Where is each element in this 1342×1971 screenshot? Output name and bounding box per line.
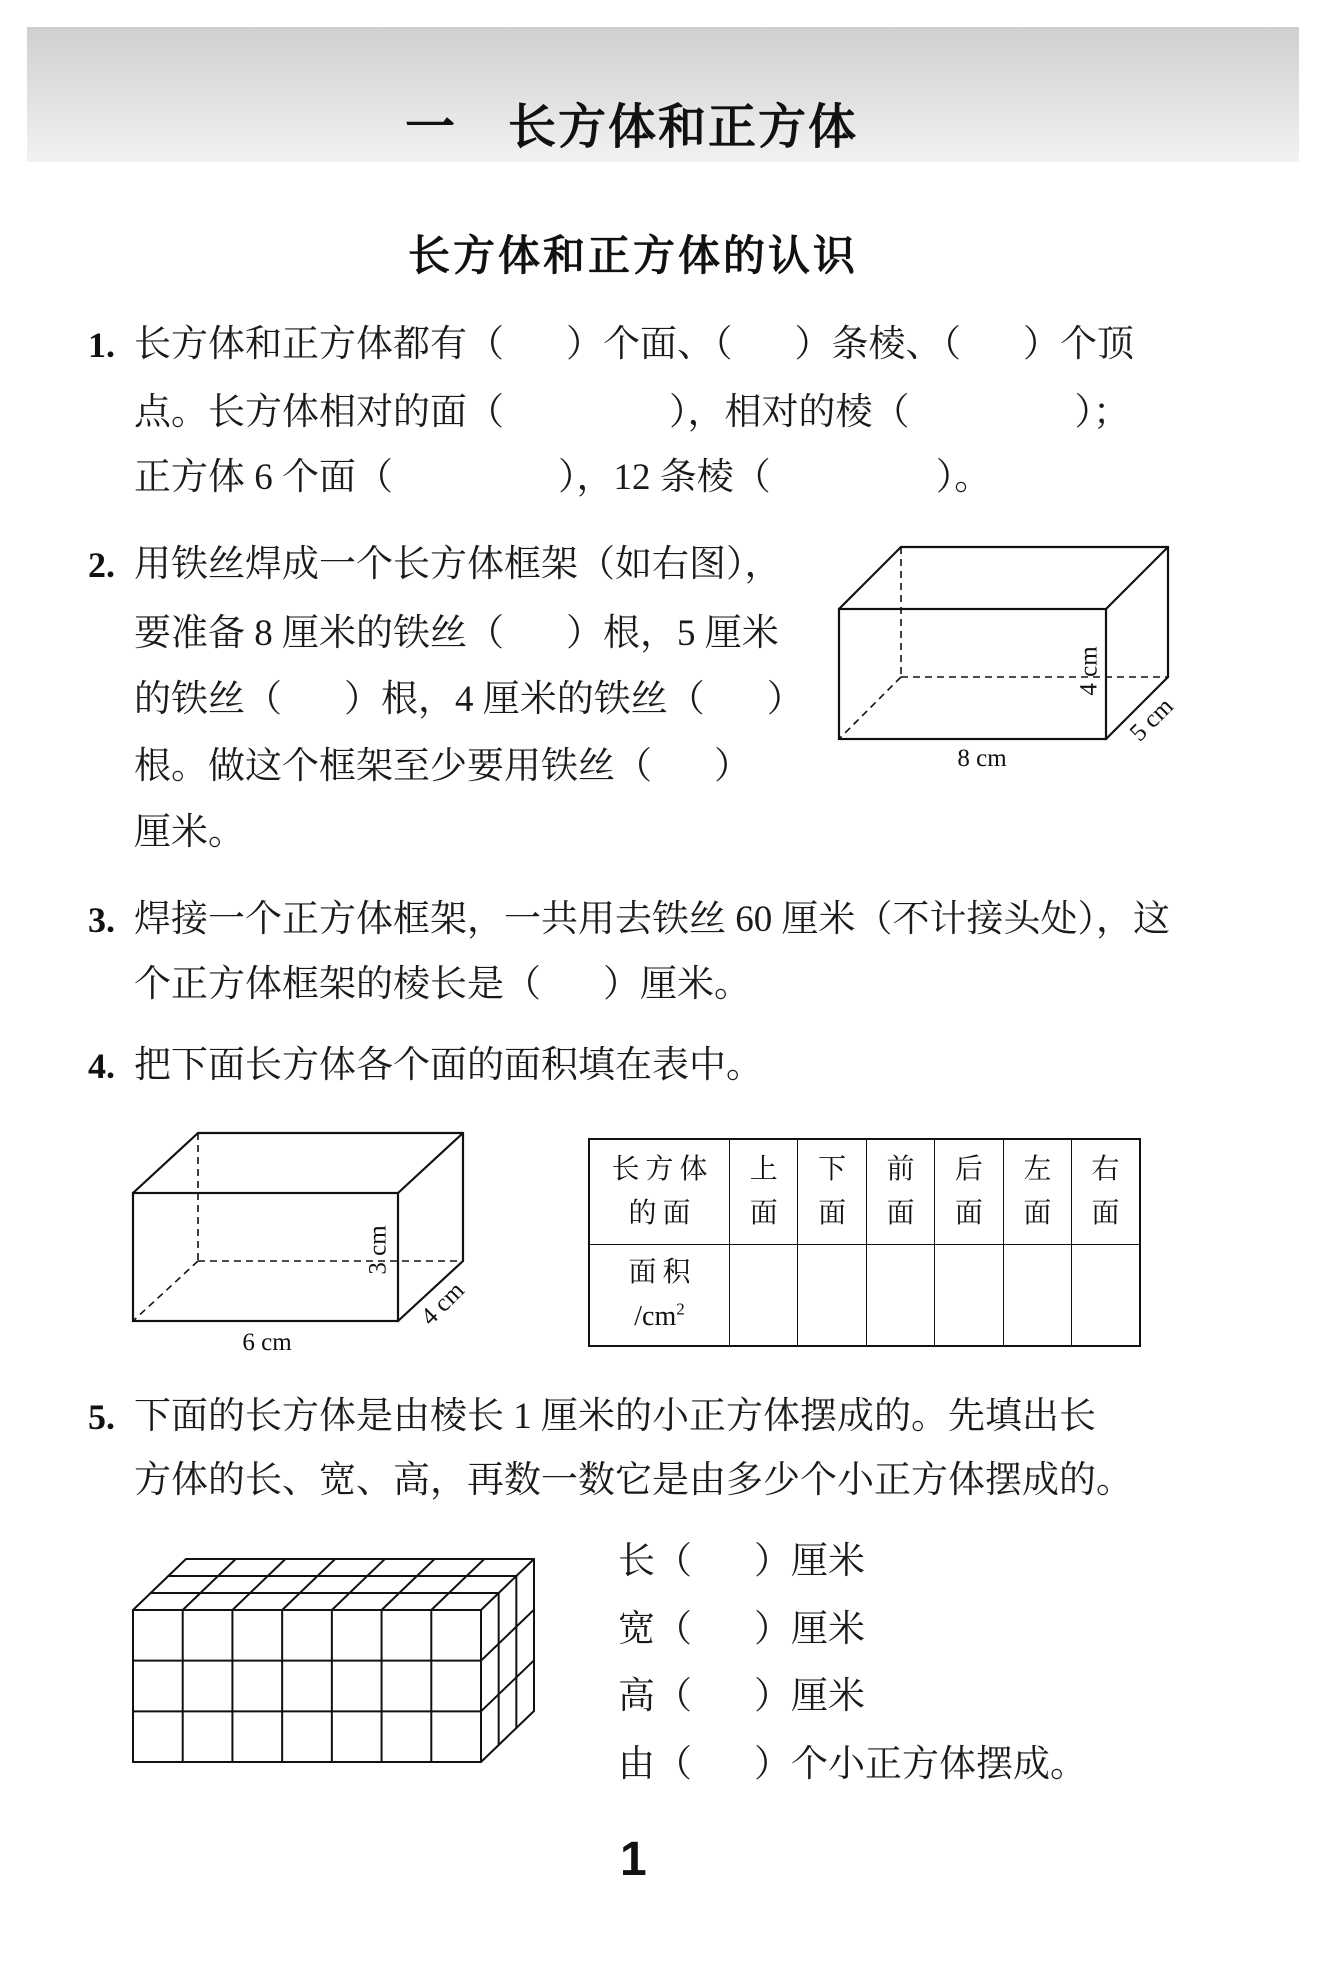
width-label: 4 cm — [415, 1276, 470, 1331]
question-5-answer-height — [618, 1672, 865, 1722]
table-header-bottom-face — [798, 1139, 866, 1244]
question-3-line-2 — [134, 960, 751, 1010]
header-text: 面 — [749, 1197, 778, 1229]
question-text: 的铁丝（ — [134, 679, 282, 720]
header-text: 上 — [749, 1153, 778, 1185]
header-text: 长方体 — [611, 1153, 714, 1185]
question-5-line-1: 下面的长方体是由棱长 1 厘米的小正方体摆成的。先填出长 — [134, 1396, 1096, 1437]
question-5-number: 5. — [88, 1397, 115, 1437]
question-text: 根。做这个框架至少要用铁丝（ — [134, 746, 652, 787]
question-text: ）厘米 — [754, 1609, 865, 1650]
question-1-number: 1. — [88, 325, 115, 365]
question-text: ）； — [1074, 392, 1130, 433]
question-text: ），12 条棱（ — [558, 457, 771, 498]
answer-blank — [910, 414, 1075, 424]
question-text: ）条棱、（ — [794, 324, 961, 365]
answer-blank — [733, 346, 795, 356]
question-2-number: 2. — [88, 545, 115, 585]
header-text: 下 — [818, 1153, 847, 1185]
question-text: 正方体 6 个面（ — [134, 457, 393, 498]
cube-grid-line — [431, 1559, 484, 1610]
cuboid-figure-6x4x3 — [115, 1115, 495, 1360]
question-2-line-5: 厘米。 — [134, 812, 245, 853]
header-text: 面积 — [628, 1256, 697, 1288]
answer-blank — [692, 1766, 754, 1776]
answer-blank — [504, 414, 669, 424]
table-header-back-face — [935, 1139, 1003, 1244]
question-text: 要准备 8 厘米的铁丝（ — [134, 613, 504, 654]
question-5-answer-width — [618, 1605, 865, 1655]
chapter-title: 长方体和正方体 — [508, 99, 859, 155]
question-text: 高（ — [618, 1676, 692, 1717]
top-left-edge — [133, 1133, 198, 1193]
question-2-line-1: 用铁丝焊成一个长方体框架（如右图）， — [134, 544, 782, 585]
unit-text: /cm — [634, 1300, 677, 1332]
table-cell-left-area — [1003, 1244, 1071, 1346]
cube-grid-line — [332, 1559, 385, 1610]
header-text: 面 — [818, 1197, 847, 1229]
top-left-edge — [839, 547, 901, 609]
cube-grid-line — [133, 1559, 186, 1610]
answer-blank — [504, 635, 566, 645]
width-label: 5 cm — [1124, 692, 1179, 747]
front-face-edge — [839, 609, 1106, 739]
question-5-line-2: 方体的长、宽、高，再数一数它是由多少个小正方体摆成的。 — [134, 1460, 1133, 1501]
cube-grid-line — [382, 1559, 435, 1610]
question-text: ） — [766, 679, 804, 720]
question-text: 长方体和正方体都有（ — [134, 324, 504, 365]
answer-blank — [393, 479, 558, 489]
question-1-line-1 — [134, 320, 1134, 370]
table-header-left-face — [1003, 1139, 1071, 1244]
table-area-row — [589, 1244, 1140, 1346]
table-header-front-face — [866, 1139, 934, 1244]
question-3-number: 3. — [88, 900, 115, 940]
question-text: ），相对的棱（ — [669, 392, 910, 433]
question-text: 宽（ — [618, 1609, 692, 1650]
chapter-number: 一 — [405, 98, 455, 156]
table-cell-top-area — [730, 1244, 798, 1346]
question-2-line-4 — [134, 742, 751, 792]
header-text: 右 — [1091, 1153, 1120, 1185]
question-text: 点。长方体相对的面（ — [134, 392, 504, 433]
answer-blank — [961, 346, 1023, 356]
hidden-left-bottom-edge — [839, 677, 901, 739]
answer-blank — [504, 346, 566, 356]
answer-blank — [541, 986, 603, 996]
length-label: 8 cm — [957, 745, 1007, 772]
answer-blank — [705, 701, 767, 711]
section-title: 长方体和正方体的认识 — [408, 231, 859, 280]
question-3-line-1: 焊接一个正方体框架，一共用去铁丝 60 厘米（不计接头处），这 — [134, 899, 1170, 940]
answer-blank — [282, 701, 344, 711]
question-4-line-1: 把下面长方体各个面的面积填在表中。 — [134, 1045, 763, 1086]
table-header-right-face — [1072, 1139, 1140, 1244]
table-cell-front-area — [866, 1244, 934, 1346]
question-text: ）个顶 — [1023, 324, 1134, 365]
question-text: ）个小正方体摆成。 — [754, 1744, 1087, 1785]
table-cell-right-area — [1072, 1244, 1140, 1346]
cube-stack-figure — [120, 1545, 550, 1775]
question-text: ）厘米 — [754, 1541, 865, 1582]
question-4-number: 4. — [88, 1046, 115, 1086]
table-header-area — [589, 1244, 730, 1346]
cube-grid-line — [481, 1711, 534, 1762]
question-5-answer-count — [618, 1740, 1087, 1790]
answer-blank — [771, 479, 936, 489]
answer-blank — [692, 1698, 754, 1708]
cube-grid-line — [232, 1559, 285, 1610]
answer-blank — [652, 768, 714, 778]
front-face-edge — [133, 1193, 398, 1321]
question-text: ）厘米。 — [603, 964, 751, 1005]
cube-grid — [133, 1559, 534, 1762]
question-text: ）根，5 厘米 — [566, 613, 779, 654]
question-text: ）。 — [935, 457, 992, 498]
page-number: 1 — [620, 1833, 647, 1886]
question-5-answer-length — [618, 1537, 865, 1587]
header-text: 前 — [886, 1153, 915, 1185]
header-text: 后 — [954, 1153, 983, 1185]
question-2-line-3 — [134, 675, 804, 725]
cube-grid-line — [481, 1660, 534, 1711]
answer-blank — [692, 1563, 754, 1573]
unit-exponent: 2 — [676, 1299, 685, 1319]
header-text: 面 — [1091, 1197, 1120, 1229]
cube-grid-line — [481, 1559, 534, 1610]
question-text: ）个面、（ — [566, 324, 733, 365]
header-text: 的面 — [628, 1197, 697, 1229]
top-right-edge — [398, 1133, 463, 1193]
question-1-line-3 — [134, 453, 991, 503]
length-label: 6 cm — [242, 1329, 292, 1356]
answer-blank — [692, 1631, 754, 1641]
question-text: 长（ — [618, 1541, 692, 1582]
area-unit — [590, 1295, 729, 1339]
table-header-faces — [589, 1139, 730, 1244]
header-text: 左 — [1023, 1153, 1052, 1185]
cube-grid-line — [183, 1559, 236, 1610]
height-label: 4 cm — [1075, 646, 1103, 696]
question-text: ）根，4 厘米的铁丝（ — [344, 679, 705, 720]
question-text: ） — [714, 746, 751, 787]
question-2-line-2 — [134, 609, 779, 659]
table-header-row — [589, 1139, 1140, 1244]
question-text: ）厘米 — [754, 1676, 865, 1717]
height-label: 3 cm — [364, 1225, 392, 1275]
table-cell-back-area — [935, 1244, 1003, 1346]
face-area-table — [588, 1138, 1141, 1347]
header-text: 面 — [1023, 1197, 1052, 1229]
question-1-line-2 — [134, 388, 1130, 438]
header-text: 面 — [954, 1197, 983, 1229]
table-cell-bottom-area — [798, 1244, 866, 1346]
cuboid-frame-figure-8x5x4 — [820, 530, 1190, 775]
table-header-top-face — [730, 1139, 798, 1244]
header-text: 面 — [886, 1197, 915, 1229]
cube-grid-line — [481, 1610, 534, 1661]
question-text: 由（ — [618, 1744, 692, 1785]
cube-grid-line — [282, 1559, 335, 1610]
question-text: 个正方体框架的棱长是（ — [134, 964, 541, 1005]
hidden-left-bottom-edge — [133, 1261, 198, 1321]
top-right-edge — [1106, 547, 1168, 609]
